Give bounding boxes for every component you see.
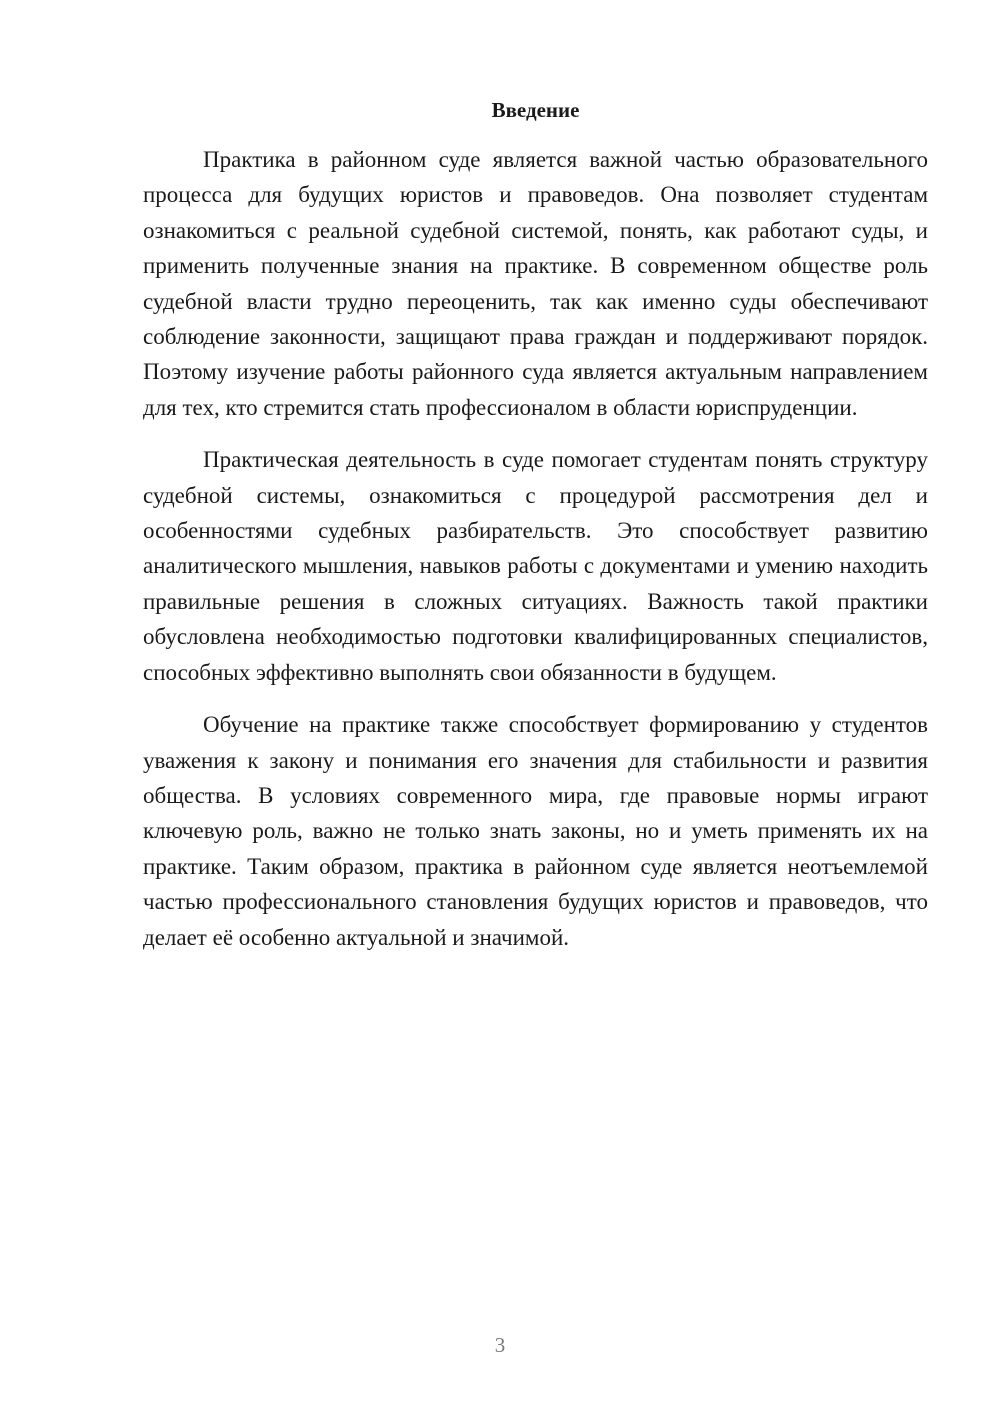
- paragraph-3: Обучение на практике также способствует формированию у студентов уважения к закону и понимания его значения для стабильности и развития общества. В условиях современного мира, где правовые нормы играют ключевую роль, важно не только знать законы, но и уметь применять их на практике. Таким образом, практика в районном суде является неотъемлемой частью профессионального становления будущих юристов и правоведов, что делает её особенно актуальной и значимой.: [143, 712, 928, 950]
- page-content: [143, 94, 928, 972]
- paragraph-1: Практика в районном суде является важной частью образовательного процесса для будущих юристов и правоведов. Она позволяет студентам ознакомиться с реальной судебной системой, понять, как работают суды, и применить полученные знания на практике. В современном обществе роль судебной власти трудно переоценить, так как именно суды обеспечивают соблюдение законности, защищают права граждан и поддерживают порядок. Поэтому изучение работы районного суда является актуальным направлением для тех, кто стремится стать профессионалом в области юриспруденции.: [143, 147, 928, 420]
- paragraph-2: Практическая деятельность в суде помогает студентам понять структуру судебной системы, ознакомиться с процедурой рассмотрения дел и особенностями судебных разбирательств. Это способствует развитию аналитического мышления, навыков работы с документами и умению находить правильные решения в сложных ситуациях. Важность такой практики обусловлена необходимостью подготовки квалифицированных специалистов, способных эффективно выполнять свои обязанности в будущем.: [143, 447, 928, 685]
- page-number: 3: [494, 1333, 506, 1357]
- section-heading: Введение: [491, 98, 580, 122]
